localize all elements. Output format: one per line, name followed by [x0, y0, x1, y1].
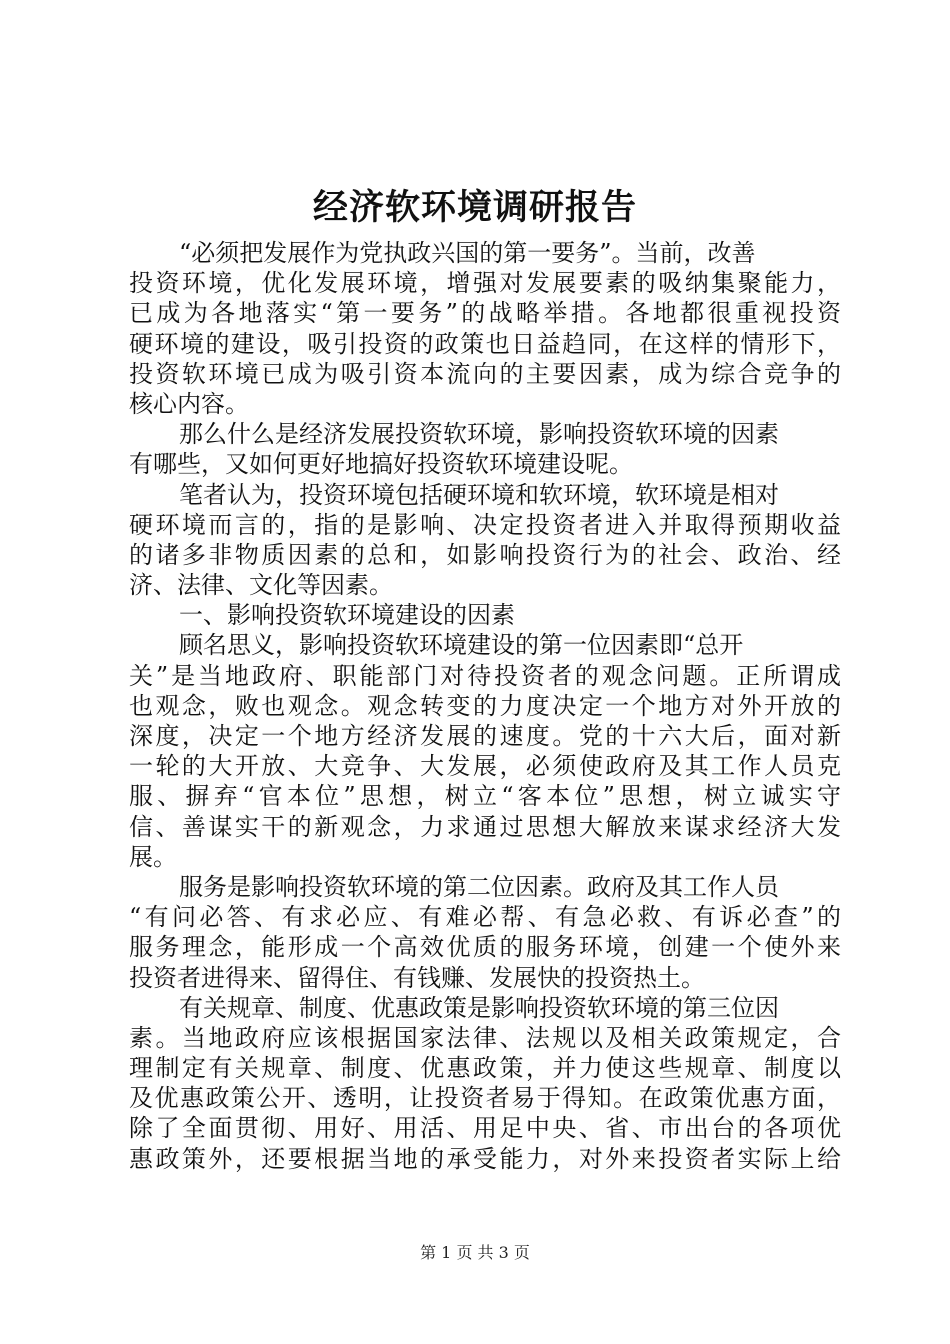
document-body	[129, 238, 841, 1174]
text-line: 硬环境而言的，指的是影响、决定投资者进入并取得预期收益	[129, 510, 841, 539]
text-line: 投资环境，优化发展环境，增强对发展要素的吸纳集聚能力，	[129, 269, 841, 298]
text-line: 硬环境的建设，吸引投资的政策也日益趋同，在这样的情形下，	[129, 329, 841, 358]
section-heading: 一、影响投资软环境建设的因素	[179, 601, 515, 630]
text-line: 有关规章、制度、优惠政策是影响投资软环境的第三位因	[179, 993, 779, 1022]
text-line: 投资软环境已成为吸引资本流向的主要因素，成为综合竞争的	[129, 359, 841, 388]
text-line: 核心内容。	[129, 389, 249, 418]
text-line: 有哪些，又如何更好地搞好投资软环境建设呢。	[129, 450, 633, 479]
text-line: 笔者认为，投资环境包括硬环境和软环境，软环境是相对	[179, 480, 779, 509]
text-line: 深度，决定一个地方经济发展的速度。党的十六大后，面对新	[129, 722, 841, 750]
text-line: 服务是影响投资软环境的第二位因素。政府及其工作人员	[179, 872, 779, 901]
text-line: 也观念，败也观念。观念转变的力度决定一个地方对外开放的	[129, 691, 841, 720]
text-line: 已成为各地落实“第一要务”的战略举措。各地都很重视投资	[129, 299, 841, 328]
text-line: 一轮的大开放、大竞争、大发展，必须使政府及其工作人员克	[129, 752, 841, 781]
text-line: 信、善谋实干的新观念，力求通过思想大解放来谋求经济大发	[129, 812, 841, 841]
document-title: 经济软环境调研报告	[312, 188, 637, 228]
text-line: 服、摒弃“官本位”思想，树立“客本位”思想，树立诚实守	[129, 782, 841, 811]
text-line: 投资者进得来、留得住、有钱赚、发展快的投资热土。	[129, 963, 705, 992]
text-line: 关”是当地政府、职能部门对待投资者的观念问题。正所谓成	[129, 661, 841, 690]
text-line: 除了全面贯彻、用好、用活、用足中央、省、市出台的各项优	[129, 1114, 841, 1143]
text-line: 那么什么是经济发展投资软环境，影响投资软环境的因素	[179, 420, 779, 449]
text-line: “有问必答、有求必应、有难必帮、有急必救、有诉必查”的	[129, 903, 841, 932]
text-line: 顾名思义，影响投资软环境建设的第一位因素即“总开	[179, 631, 744, 660]
text-line: 素。当地政府应该根据国家法律、法规以及相关政策规定，合	[129, 1023, 841, 1052]
text-line: 的诸多非物质因素的总和，如影响投资行为的社会、政治、经	[129, 540, 841, 569]
text-line: 济、法律、文化等因素。	[129, 571, 393, 600]
text-line: 服务理念，能形成一个高效优质的服务环境，创建一个使外来	[129, 933, 841, 962]
text-line: 展。	[129, 842, 177, 871]
text-line: 理制定有关规章、制度、优惠政策，并力使这些规章、制度以	[129, 1054, 841, 1083]
text-line: 惠政策外，还要根据当地的承受能力，对外来投资者实际上给	[129, 1144, 841, 1173]
text-line: “必须把发展作为党执政兴国的第一要务”。当前，改善	[179, 239, 756, 267]
text-line: 及优惠政策公开、透明，让投资者易于得知。在政策优惠方面，	[129, 1084, 841, 1113]
page-footer: 第 1 页 共 3 页	[420, 1243, 530, 1262]
